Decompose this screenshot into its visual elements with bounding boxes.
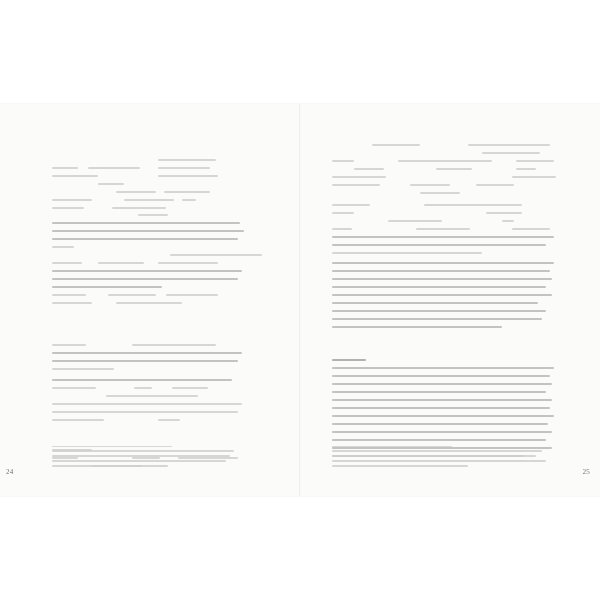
text-line bbox=[116, 191, 156, 193]
text-line bbox=[52, 286, 162, 288]
text-line bbox=[332, 367, 554, 369]
text-line bbox=[52, 360, 238, 362]
text-line bbox=[512, 176, 556, 178]
text-line bbox=[332, 262, 554, 264]
footnote-line bbox=[332, 455, 536, 457]
text-line bbox=[332, 244, 546, 246]
text-line bbox=[372, 144, 420, 146]
text-line bbox=[482, 152, 540, 154]
text-line bbox=[158, 419, 180, 421]
text-line bbox=[354, 168, 384, 170]
text-line bbox=[52, 302, 92, 304]
text-line bbox=[332, 204, 370, 206]
text-line bbox=[332, 407, 550, 409]
text-line bbox=[98, 183, 124, 185]
left-block-1 bbox=[52, 159, 272, 209]
left-footnote-rule bbox=[52, 446, 172, 447]
text-line bbox=[112, 207, 166, 209]
left-block-4 bbox=[52, 344, 272, 374]
footnote-line bbox=[332, 465, 468, 467]
text-line bbox=[512, 228, 550, 230]
text-line bbox=[52, 207, 84, 209]
right-footnote-rule bbox=[332, 446, 452, 447]
left-block-3 bbox=[52, 254, 272, 344]
text-line bbox=[424, 204, 522, 206]
text-line bbox=[516, 160, 554, 162]
text-line bbox=[332, 176, 386, 178]
text-line bbox=[332, 184, 380, 186]
text-line bbox=[332, 423, 548, 425]
text-line bbox=[398, 160, 492, 162]
left-footnotes bbox=[52, 450, 272, 468]
footnote-line bbox=[332, 460, 546, 462]
right-footnotes bbox=[332, 450, 564, 472]
text-line bbox=[52, 238, 238, 240]
text-line bbox=[52, 411, 238, 413]
text-line bbox=[132, 344, 216, 346]
text-line bbox=[332, 310, 546, 312]
left-block-5 bbox=[52, 379, 272, 449]
left-page-number: 24 bbox=[6, 468, 14, 476]
text-line bbox=[52, 278, 238, 280]
text-line bbox=[52, 403, 242, 405]
text-line bbox=[476, 184, 514, 186]
text-line bbox=[436, 168, 472, 170]
text-line bbox=[332, 302, 538, 304]
text-line bbox=[332, 391, 546, 393]
text-line bbox=[332, 399, 552, 401]
text-line bbox=[116, 302, 182, 304]
text-line bbox=[52, 199, 92, 201]
text-line bbox=[52, 352, 242, 354]
right-page-number: 25 bbox=[582, 468, 590, 476]
right-text-column bbox=[332, 104, 564, 496]
text-line bbox=[486, 212, 522, 214]
text-line bbox=[388, 220, 442, 222]
text-line bbox=[52, 387, 96, 389]
text-line bbox=[106, 395, 198, 397]
footnote-line bbox=[52, 450, 234, 452]
text-line bbox=[332, 252, 482, 254]
text-line bbox=[98, 262, 144, 264]
text-line bbox=[332, 228, 352, 230]
book-spread bbox=[0, 104, 600, 496]
text-line bbox=[134, 387, 152, 389]
right-page bbox=[300, 104, 600, 496]
text-line bbox=[164, 191, 210, 193]
section-heading-line bbox=[332, 359, 366, 361]
footnote-line bbox=[52, 460, 226, 462]
text-line bbox=[410, 184, 450, 186]
text-line bbox=[52, 262, 82, 264]
text-line bbox=[172, 387, 208, 389]
text-line bbox=[332, 160, 354, 162]
text-line bbox=[170, 254, 262, 256]
text-line bbox=[52, 270, 242, 272]
text-line bbox=[124, 199, 174, 201]
text-line bbox=[158, 159, 216, 161]
text-line bbox=[332, 286, 546, 288]
footnote-line bbox=[52, 465, 168, 467]
text-line bbox=[158, 175, 218, 177]
text-line bbox=[516, 168, 536, 170]
text-line bbox=[332, 326, 502, 328]
text-line bbox=[52, 419, 104, 421]
text-line bbox=[332, 447, 552, 449]
text-line bbox=[332, 431, 552, 433]
text-line bbox=[468, 144, 550, 146]
text-line bbox=[52, 175, 98, 177]
text-line bbox=[332, 383, 552, 385]
text-line bbox=[52, 294, 86, 296]
left-page bbox=[0, 104, 300, 496]
text-line bbox=[138, 214, 168, 216]
text-line bbox=[332, 236, 554, 238]
text-line bbox=[332, 375, 550, 377]
text-line bbox=[52, 379, 232, 381]
footnote-line bbox=[52, 455, 230, 457]
text-line bbox=[158, 167, 210, 169]
text-line bbox=[332, 294, 552, 296]
text-line bbox=[420, 192, 460, 194]
text-line bbox=[332, 270, 550, 272]
footnote-line bbox=[332, 450, 542, 452]
right-block-b bbox=[332, 204, 564, 264]
text-line bbox=[52, 230, 244, 232]
text-line bbox=[416, 228, 470, 230]
text-line bbox=[332, 318, 542, 320]
right-block-c bbox=[332, 262, 564, 352]
text-line bbox=[52, 344, 86, 346]
text-line bbox=[52, 368, 114, 370]
text-line bbox=[182, 199, 196, 201]
text-line bbox=[332, 278, 552, 280]
left-text-column bbox=[52, 104, 272, 496]
text-line bbox=[108, 294, 156, 296]
right-block-a bbox=[332, 144, 564, 204]
text-line bbox=[52, 167, 78, 169]
text-line bbox=[166, 294, 218, 296]
text-line bbox=[502, 220, 514, 222]
text-line bbox=[332, 212, 354, 214]
text-line bbox=[332, 415, 554, 417]
left-block-2 bbox=[52, 214, 272, 244]
text-line bbox=[52, 246, 74, 248]
text-line bbox=[52, 222, 240, 224]
text-line bbox=[158, 262, 218, 264]
text-line bbox=[88, 167, 140, 169]
text-line bbox=[332, 439, 546, 441]
